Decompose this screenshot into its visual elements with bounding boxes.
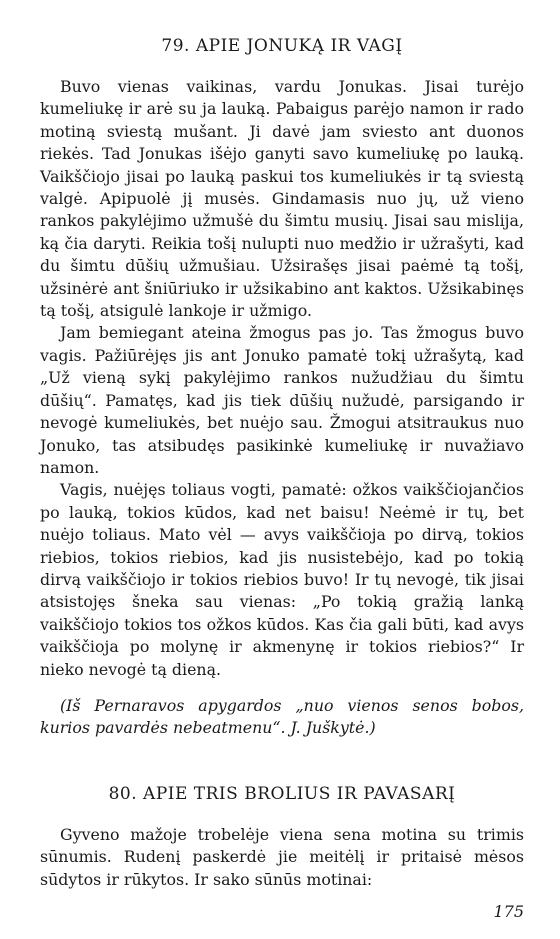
book-page (40, 36, 524, 891)
story-79-paragraph-1: Buvo vienas vaikinas, vardu Jonukas. Jisai turėjo kumeliukę ir arė su ja lauką. Pabaigus parėjo namon ir rado motiną sviestą mušant. Ji davė jam sviesto ant duonos riekės. Tad Jonukas išėjo ganyti savo kumeliukę po lauką. Vaikščiojo jisai po lauką paskui tos kumeliukės ir tą sviestą valgė. Apipuolė jį musės. Gindamasis nuo jų, už vieno rankos pakylėjimo užmušė du šimtu musių. Jisai sau mislija, ką čia daryti. Reikia tošį nulupti nuo medžio ir užrašyti, kad du šimtu dūšių užmušiau. Užsirašęs jisai paėmė tą tošį, užsinėrė ant šniūriuko ir užsikabino ant kaktos. Užsikabinęs tą tošį, atsigulė lankoje ir užmigo. (40, 77, 524, 321)
story-79-paragraph-3: Vagis, nuėjęs toliaus vogti, pamatė: ožkos vaikščiojančios po lauką, tokios kūdos, kad net baisu! Neėmė ir tų, bet nuėjo toliaus. Mato vėl — avys vaikščioja po dirvą, tokios riebios, tokios riebios, kad jis nusistebėjo, kad po tokią dirvą vaikščiojo ir tokios riebios buvo! Ir tų nevogė, tik jisai atsistojęs šneka sau vienas: „Po tokią gražią lanką vaikščiojo tokios tos ožkos kūdos. Kas čia gali būti, kad avys vaikščioja po molynę ir akmenynę ir tokios riebios?“ Ir nieko nevogė tą dieną. (40, 480, 524, 679)
story-79-title: 79. APIE JONUKĄ IR VAGĮ (161, 36, 403, 56)
story-80-paragraph-1: Gyveno mažoje trobelėje viena sena motina su trimis sūnumis. Rudenį paskerdė jie meitėlį ir pritaisė mėsos sūdytos ir rūkytos. Ir sako sūnūs motinai: (40, 824, 524, 889)
story-79-source-note: (Iš Pernaravos apygardos „nuo vienos senos bobos, kurios pavardės nebeatmenu“. J. Juškytė.) (40, 695, 524, 738)
story-80-title: 80. APIE TRIS BROLIUS IR PAVASARĮ (108, 783, 456, 804)
story-79-paragraph-2: Jam bemiegant ateina žmogus pas jo. Tas žmogus buvo vagis. Pažiūrėjęs jis ant Jonuko pamatė tokį užrašytą, kad „Už vieną sykį pakylėjimo rankos nužudžiau du šimtu dūšių“. Pamatęs, kad jis tiek dūšių nužudė, parsigando ir nevogė kumeliukės, bet nuėjo sau. Žmogui atsitraukus nuo Jonuko, tas atsibudęs pasikinkė kumeliukę ir nuvažiavo namon. (40, 323, 524, 477)
page-number: 175 (493, 902, 524, 921)
